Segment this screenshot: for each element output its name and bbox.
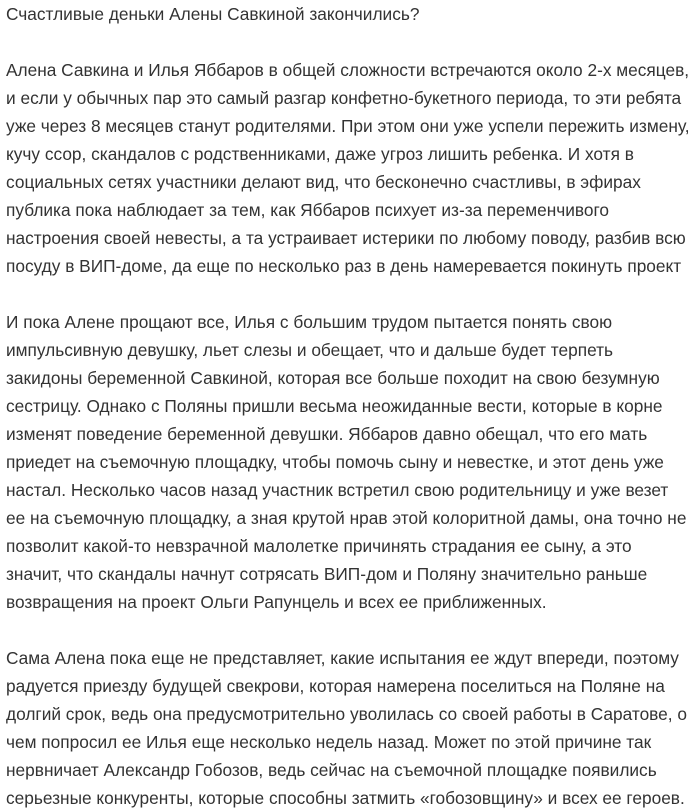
article-paragraph-2: И пока Алене прощают все, Илья с большим трудом пытается понять свою импульсивную девушку, льет слезы и обещает, что и дальше будет терпеть закидоны беременной Савкиной, которая все больше походит на свою безумную сестрицу. Однако с Поляны пришли весьма неожиданные вести, которые в корне изменят поведение беременной девушки. Яббаров давно обещал, что его мать приедет на съемочную площадку, чтобы помочь сыну и невестке, и этот день уже настал. Несколько часов назад участник встретил свою родительницу и уже везет ее на съемочную площадку, а зная крутой нрав этой колоритной дамы, она точно не позволит какой-то невзрачной малолетке причинять страдания ее сыну, а это значит, что скандалы начнут сотрясать ВИП-дом и Поляну значительно раньше возвращения на проект Ольги Рапунцель и всех ее приближенных.: [6, 312, 687, 612]
article-paragraph-1: Алена Савкина и Илья Яббаров в общей сложности встречаются около 2-х месяцев, и если у обычных пар это самый разгар конфетно-букетного периода, то эти ребята уже через 8 месяцев станут родителями. При этом они уже успели пережить измену, кучу ссор, скандалов с родственниками, даже угроз лишить ребенка. И хотя в социальных сетях участники делают вид, что бесконечно счастливы, в эфирах публика пока наблюдает за тем, как Яббаров психует из-за переменчивого настроения своей невесты, а та устраивает истерики по любому поводу, разбив всю посуду в ВИП-доме, да еще по несколько раз в день намеревается покинуть проект: [6, 60, 690, 276]
article-paragraph-3: Сама Алена пока еще не представляет, какие испытания ее ждут впереди, поэтому радуется приезду будущей свекрови, которая намерена поселиться на Поляне на долгий срок, ведь она предусмотрительно уволилась со своей работы в Саратове, о чем попросил ее Илья еще несколько недель назад. Может по этой причине так нервничает Александр Гобозов, ведь сейчас на съемочной площадке появились серьезные конкуренты, которые способны затмить «гобозовщину» и всех ее героев.: [6, 648, 687, 808]
article-body: [6, 0, 692, 812]
article-headline: Счастливые деньки Алены Савкиной закончились?: [6, 4, 420, 24]
